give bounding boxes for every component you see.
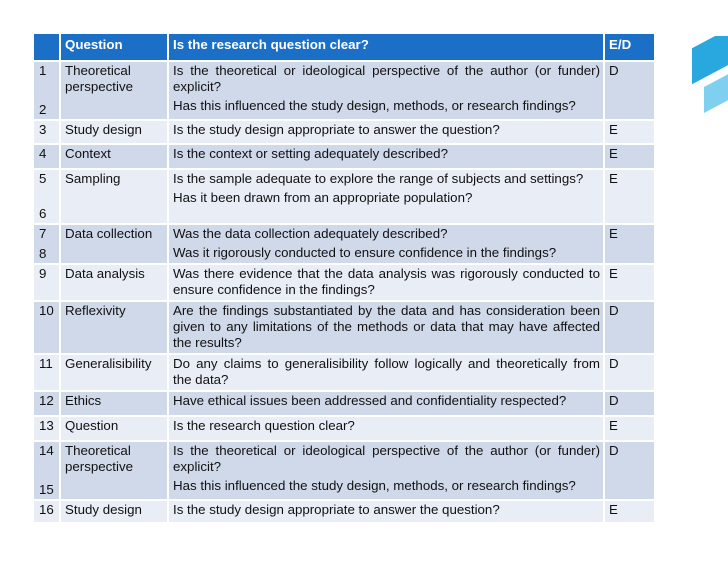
question-cell: Theoretical perspective — [60, 61, 168, 120]
criterion-text: Was the data collection adequately described? — [173, 226, 448, 241]
criterion-cell — [168, 61, 604, 120]
row-number: 9 — [39, 266, 47, 281]
table-header-row — [33, 33, 655, 61]
question-cell: Reflexivity — [60, 301, 168, 354]
table-row — [33, 301, 655, 354]
criterion-text: Is the theoretical or ideological perspective of the author (or funder) explicit? — [173, 443, 600, 474]
table-row — [33, 500, 655, 523]
criterion-text: Is the study design appropriate to answer the question? — [173, 502, 500, 517]
row-number: 3 — [39, 122, 47, 137]
slide-decoration — [692, 36, 728, 126]
criterion-text-secondary: Was it rigorously conducted to ensure confidence in the findings? — [173, 245, 557, 260]
table-row — [33, 391, 655, 416]
criterion-text: Do any claims to generalisibility follow logically and theoretically from the data? — [173, 356, 600, 387]
criterion-text-secondary: Has this influenced the study design, methods, or research findings? — [173, 98, 576, 113]
ed-cell: E — [604, 224, 655, 264]
question-cell: Question — [60, 416, 168, 441]
header-number — [33, 33, 60, 61]
ed-cell: D — [604, 354, 655, 391]
criterion-text: Is the study design appropriate to answer the question? — [173, 122, 500, 137]
question-cell: Ethics — [60, 391, 168, 416]
ed-cell: D — [604, 301, 655, 354]
row-number-cell — [33, 144, 60, 169]
table-body — [33, 61, 655, 523]
criterion-text: Is the sample adequate to explore the range of subjects and settings? — [173, 171, 584, 186]
row-number: 5 — [39, 171, 47, 186]
row-number-cell — [33, 354, 60, 391]
header-ed: E/D — [604, 33, 655, 61]
row-number-secondary: 8 — [39, 246, 47, 261]
question-cell: Context — [60, 144, 168, 169]
table-row — [33, 416, 655, 441]
table-row — [33, 354, 655, 391]
row-number: 11 — [39, 356, 53, 371]
table-row — [33, 120, 655, 144]
ed-cell: E — [604, 500, 655, 523]
row-number-cell — [33, 120, 60, 144]
row-number: 10 — [39, 303, 54, 318]
criterion-text: Is the theoretical or ideological perspective of the author (or funder) explicit? — [173, 63, 600, 94]
criterion-text-secondary: Has it been drawn from an appropriate population? — [173, 190, 473, 205]
criterion-cell — [168, 224, 604, 264]
ed-cell: D — [604, 61, 655, 120]
criterion-cell — [168, 354, 604, 391]
header-question: Question — [60, 33, 168, 61]
appraisal-table — [32, 32, 656, 524]
criterion-cell — [168, 500, 604, 523]
question-cell: Theoretical perspective — [60, 441, 168, 500]
row-number-cell — [33, 169, 60, 224]
ed-cell: E — [604, 144, 655, 169]
ed-cell: E — [604, 120, 655, 144]
row-number-secondary: 6 — [39, 206, 47, 221]
criterion-cell — [168, 169, 604, 224]
row-number: 12 — [39, 393, 54, 408]
criterion-cell — [168, 264, 604, 301]
criterion-text: Is the research question clear? — [173, 418, 355, 433]
table-row — [33, 441, 655, 500]
criterion-cell — [168, 416, 604, 441]
table-row — [33, 144, 655, 169]
table-row — [33, 169, 655, 224]
question-cell: Data analysis — [60, 264, 168, 301]
criterion-text-secondary: Has this influenced the study design, methods, or research findings? — [173, 478, 576, 493]
row-number-cell — [33, 224, 60, 264]
criterion-cell — [168, 301, 604, 354]
question-cell: Generalisibility — [60, 354, 168, 391]
ed-cell: E — [604, 416, 655, 441]
header-research-question: Is the research question clear? — [168, 33, 604, 61]
row-number-secondary: 15 — [39, 482, 54, 497]
ed-cell: D — [604, 441, 655, 500]
ed-cell: D — [604, 391, 655, 416]
table-row — [33, 61, 655, 120]
row-number-cell — [33, 301, 60, 354]
table-row — [33, 224, 655, 264]
row-number-cell — [33, 500, 60, 523]
row-number-cell — [33, 441, 60, 500]
question-cell: Sampling — [60, 169, 168, 224]
row-number-cell — [33, 416, 60, 441]
criterion-cell — [168, 144, 604, 169]
table-row — [33, 264, 655, 301]
criterion-cell — [168, 391, 604, 416]
ed-cell: E — [604, 264, 655, 301]
row-number-secondary: 2 — [39, 102, 47, 117]
question-cell: Study design — [60, 500, 168, 523]
row-number: 13 — [39, 418, 54, 433]
row-number: 4 — [39, 146, 47, 161]
ed-cell: E — [604, 169, 655, 224]
row-number-cell — [33, 391, 60, 416]
row-number: 16 — [39, 502, 54, 517]
row-number-cell — [33, 61, 60, 120]
row-number: 1 — [39, 63, 47, 78]
criterion-text: Have ethical issues been addressed and confidentiality respected? — [173, 393, 567, 408]
criterion-cell — [168, 441, 604, 500]
criterion-text: Is the context or setting adequately described? — [173, 146, 448, 161]
row-number-cell — [33, 264, 60, 301]
criterion-text: Are the findings substantiated by the data and has consideration been given to any limitations of the methods or data that may have affected the results? — [173, 303, 600, 350]
row-number: 7 — [39, 226, 47, 241]
criterion-cell — [168, 120, 604, 144]
question-cell: Data collection — [60, 224, 168, 264]
criterion-text: Was there evidence that the data analysis was rigorously conducted to ensure confidence in the findings? — [173, 266, 600, 297]
question-cell: Study design — [60, 120, 168, 144]
row-number: 14 — [39, 443, 54, 458]
